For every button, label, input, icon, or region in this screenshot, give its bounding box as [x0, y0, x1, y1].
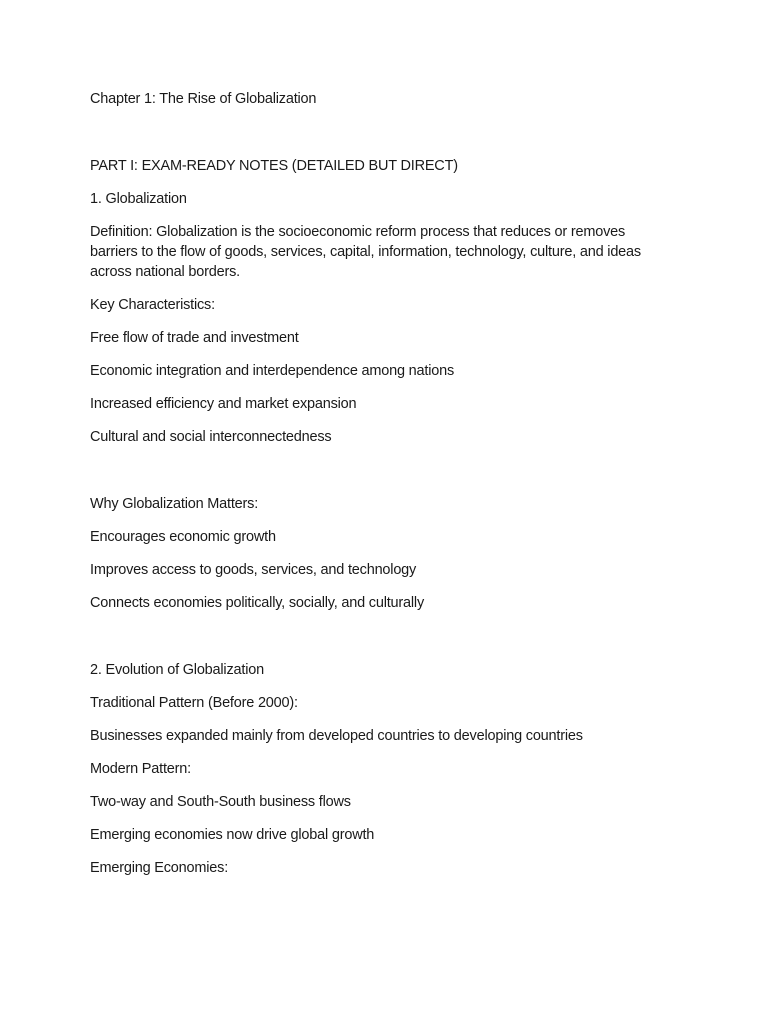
list-item: Emerging economies now drive global growth — [90, 827, 375, 843]
definition-paragraph: Definition: Globalization is the socioeconomic reform process that reduces or removes barriers to the flow of goods, services, capital, information, technology, culture, and ideas across national borders. — [90, 224, 641, 280]
list-item: Encourages economic growth — [90, 529, 276, 545]
list-item: Increased efficiency and market expansion — [90, 396, 357, 412]
list-item: Cultural and social interconnectedness — [90, 429, 332, 445]
section-heading-globalization: 1. Globalization — [90, 191, 187, 207]
section-heading-evolution: 2. Evolution of Globalization — [90, 662, 264, 678]
modern-pattern-label: Modern Pattern: — [90, 761, 191, 777]
traditional-pattern-label: Traditional Pattern (Before 2000): — [90, 695, 298, 711]
list-item: Free flow of trade and investment — [90, 330, 299, 346]
emerging-economies-label: Emerging Economies: — [90, 860, 229, 876]
list-item: Economic integration and interdependence among nations — [90, 363, 455, 379]
list-item: Businesses expanded mainly from developed countries to developing countries — [90, 728, 583, 744]
key-characteristics-label: Key Characteristics: — [90, 297, 215, 313]
why-matters-label: Why Globalization Matters: — [90, 496, 259, 512]
list-item: Improves access to goods, services, and technology — [90, 562, 417, 578]
chapter-title: Chapter 1: The Rise of Globalization — [90, 91, 317, 107]
list-item: Two-way and South-South business flows — [90, 794, 351, 810]
part-heading: PART I: EXAM-READY NOTES (DETAILED BUT DIRECT) — [90, 158, 458, 174]
list-item: Connects economies politically, socially, and culturally — [90, 595, 425, 611]
